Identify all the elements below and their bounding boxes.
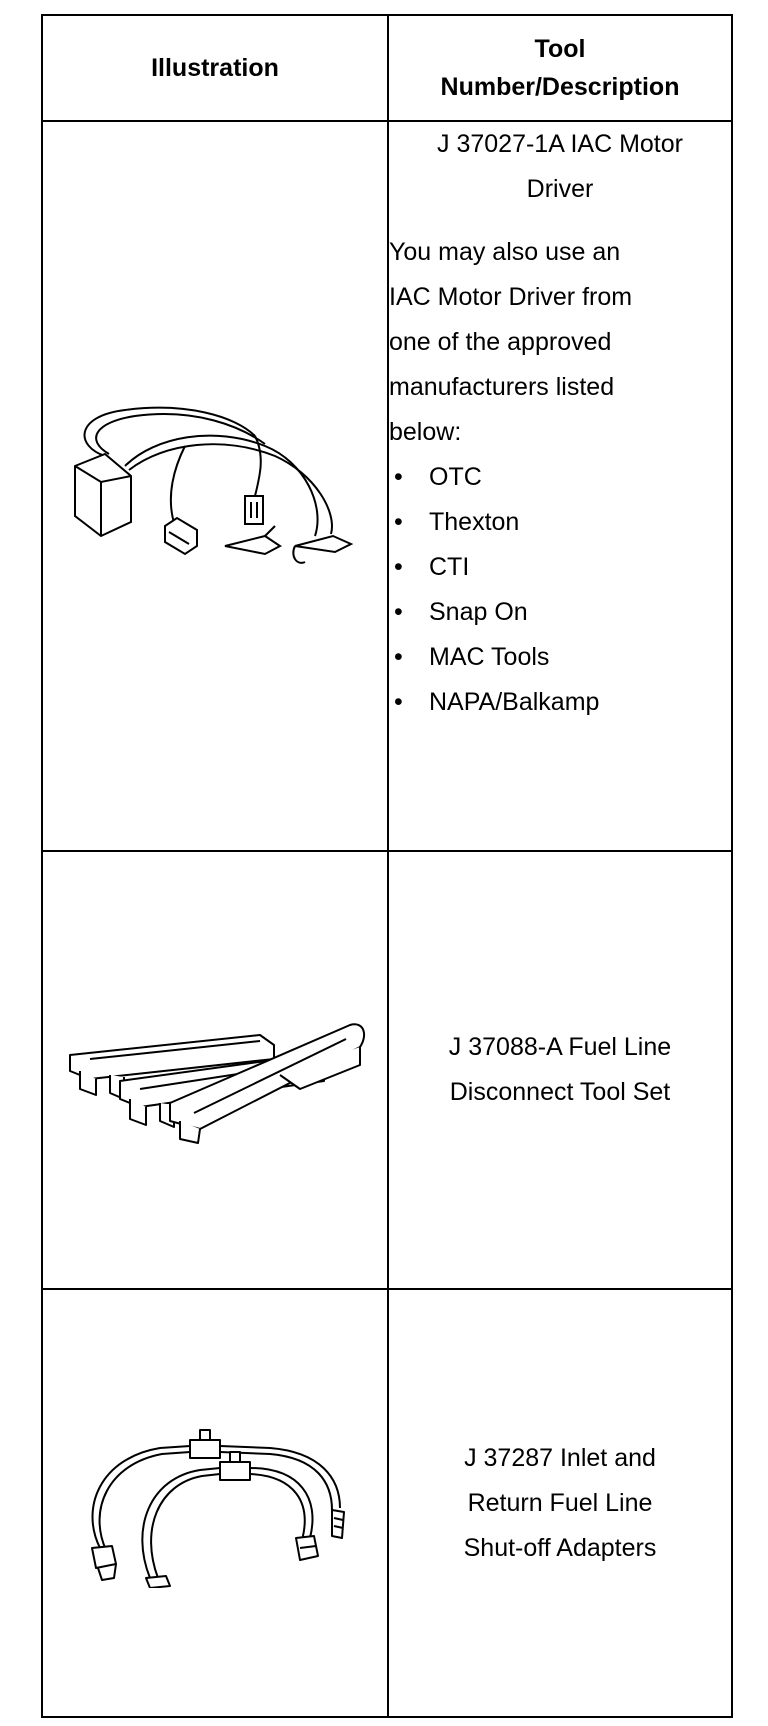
bullet-icon: •	[394, 508, 403, 536]
list-item: • CTI	[389, 545, 731, 590]
note-line: You may also use an	[389, 238, 621, 266]
tool-header-line2: Number/Description	[440, 73, 680, 101]
description-cell	[388, 121, 732, 851]
bullet-icon: •	[394, 643, 403, 671]
bullet-icon: •	[394, 688, 403, 716]
table-row	[42, 121, 732, 851]
tool-title-line1: J 37027-1A IAC Motor	[437, 130, 683, 158]
note-line: below:	[389, 418, 462, 446]
list-item: • NAPA/Balkamp	[389, 680, 731, 725]
note-line: one of the approved	[389, 328, 612, 356]
header-row	[42, 15, 732, 121]
iac-motor-driver-illustration	[65, 396, 365, 576]
bullet-icon: •	[394, 553, 403, 581]
tool-title-line2: Disconnect Tool Set	[449, 1078, 671, 1106]
fuel-line-shutoff-adapters-illustration	[70, 1418, 360, 1588]
note-line: manufacturers listed	[389, 373, 615, 401]
tool-table	[41, 14, 733, 1718]
fuel-line-disconnect-tool-illustration	[60, 995, 370, 1145]
list-item: • MAC Tools	[389, 635, 731, 680]
description-cell	[388, 851, 732, 1289]
list-item: • OTC	[389, 455, 731, 500]
tool-header	[388, 15, 732, 121]
manufacturer-list	[389, 455, 731, 725]
tool-title-line2: Driver	[526, 175, 594, 203]
table-row	[42, 1289, 732, 1717]
tool-title-line2: Return Fuel Line	[467, 1488, 653, 1517]
list-item: • Snap On	[389, 590, 731, 635]
illustration-header-label: Illustration	[151, 54, 279, 82]
tool-title-line1: J 37287 Inlet and	[464, 1443, 656, 1472]
illustration-cell	[42, 851, 388, 1289]
illustration-cell	[42, 121, 388, 851]
tool-header-line1: Tool	[534, 35, 586, 63]
note-line: IAC Motor Driver from	[389, 283, 633, 311]
list-item: • Thexton	[389, 500, 731, 545]
illustration-cell	[42, 1289, 388, 1717]
description-cell	[388, 1289, 732, 1717]
bullet-icon: •	[394, 598, 403, 626]
table-row	[42, 851, 732, 1289]
illustration-header	[42, 15, 388, 121]
tool-title-line3: Shut-off Adapters	[463, 1533, 657, 1562]
tool-title-line1: J 37088-A Fuel Line	[448, 1033, 672, 1061]
manufacturer-note	[389, 230, 731, 455]
bullet-icon: •	[394, 463, 403, 491]
